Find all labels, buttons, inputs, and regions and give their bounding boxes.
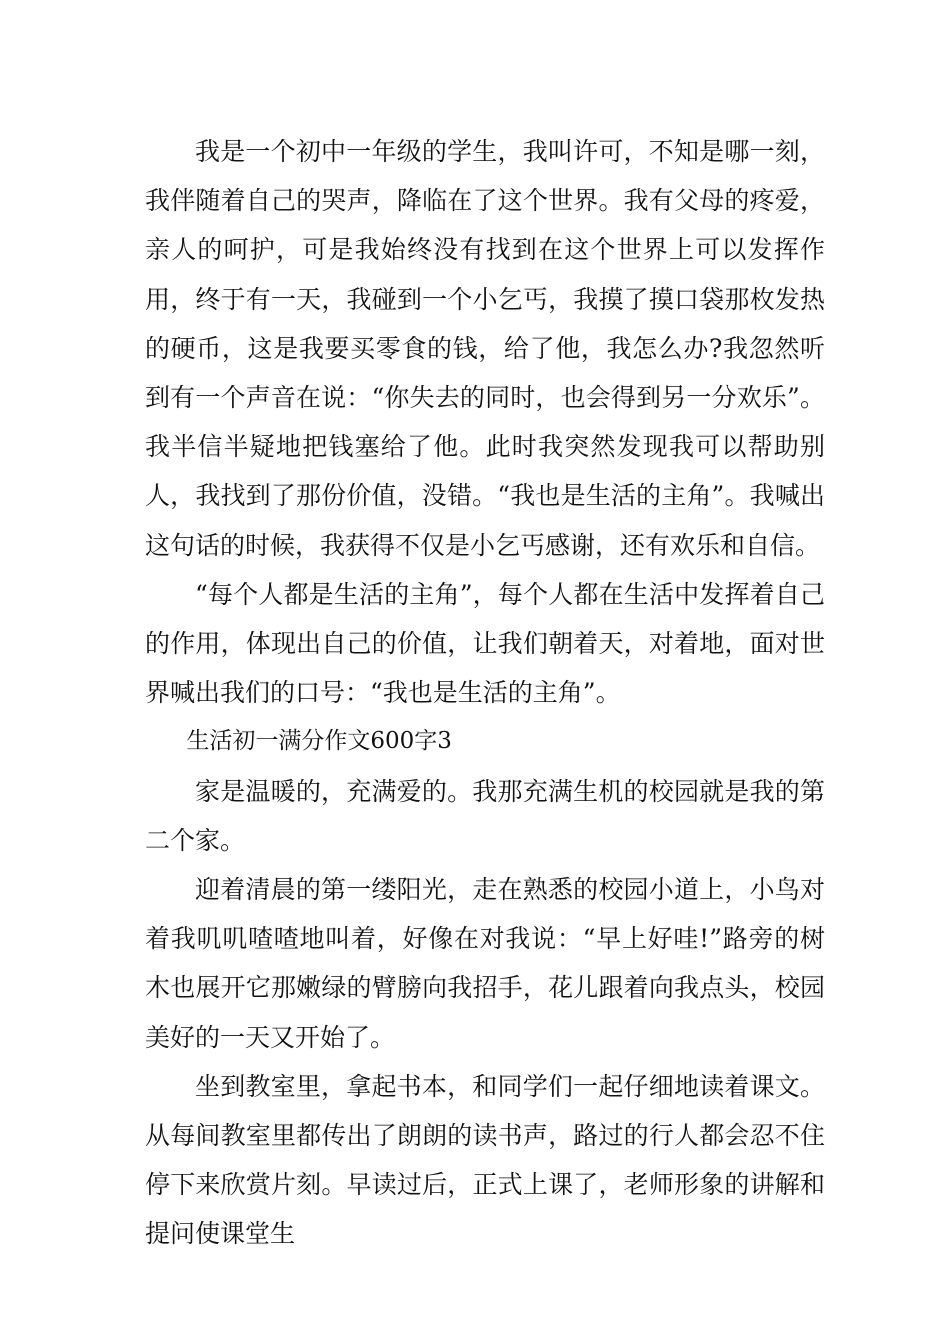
paragraph-2: “每个人都是生活的主角”，每个人都在生活中发挥着自己的作用，体现出自己的价值，让我们朝着天，对着地，面对世界喊出我们的口号：“我也是生活的主角”。 bbox=[145, 579, 825, 708]
paragraph-3: 家是温暖的，充满爱的。我那充满生机的校园就是我的第二个家。 bbox=[145, 776, 825, 855]
document-body bbox=[145, 127, 825, 1259]
paragraph-4: 迎着清晨的第一缕阳光，走在熟悉的校园小道上，小鸟对着我叽叽喳喳地叫着，好像在对我说：“早上好哇!”路旁的树木也展开它那嫩绿的臂膀向我招手，花儿跟着向我点头，校园美好的一天又开始了。 bbox=[145, 875, 825, 1052]
paragraph-5: 坐到教室里，拿起书本，和同学们一起仔细地读着课文。从每间教室里都传出了朗朗的读书声，路过的行人都会忍不住停下来欣赏片刻。早读过后，正式上课了，老师形象的讲解和提问使课堂生 bbox=[145, 1071, 825, 1249]
section-heading: 生活初一满分作文600字3 bbox=[186, 728, 452, 755]
paragraph-1: 我是一个初中一年级的学生，我叫许可，不知是哪一刻，我伴随着自己的哭声，降临在了这个世界。我有父母的疼爱，亲人的呵护，可是我始终没有找到在这个世界上可以发挥作用，终于有一天，我碰到一个小乞丐，我摸了摸口袋那枚发热的硬币，这是我要买零食的钱，给了他，我怎么办?我忽然听到有一个声音在说：“你失去的同时，也会得到另一分欢乐”。我半信半疑地把钱塞给了他。此时我突然发现我可以帮助别人，我找到了那份价值，没错。“我也是生活的主角”。我喊出这句话的时候，我获得不仅是小乞丐感谢，还有欢乐和自信。 bbox=[145, 137, 825, 560]
